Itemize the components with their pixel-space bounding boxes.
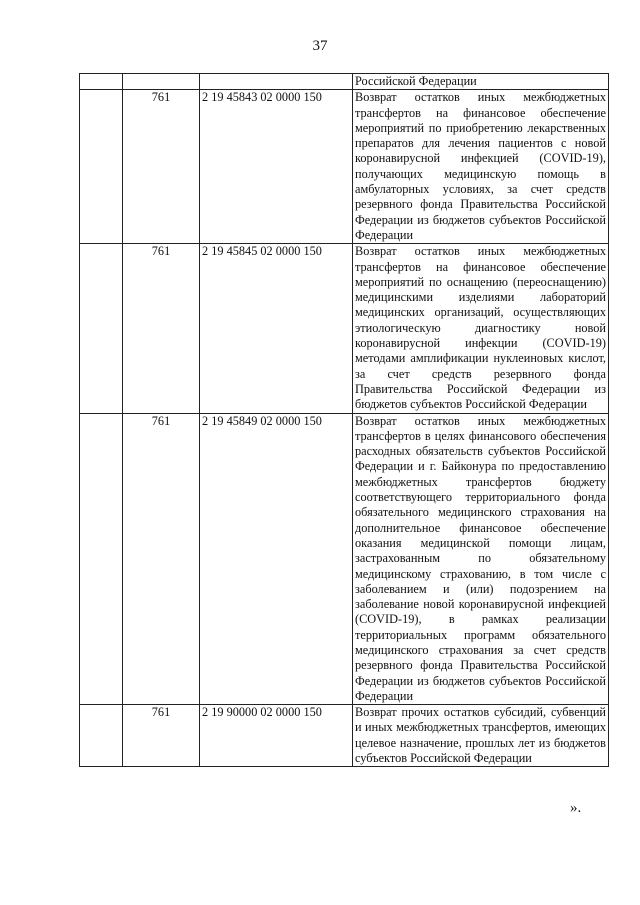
budget-code: 2 19 45843 02 0000 150 <box>200 90 353 244</box>
budget-code: 2 19 45845 02 0000 150 <box>200 244 353 413</box>
table-row <box>80 413 609 705</box>
admin-code: 761 <box>123 244 200 413</box>
row-description: Возврат остатков иных межбюджетных трансфертов на финансовое обеспечение мероприятий по оснащению (переоснащению) медицинскими изделиями лабораторий медицинских организаций, осуществляющих этиологическую диагностику новой коронавирусной инфекции (COVID-19) методами амплификации нуклеиновых кислот, за счет средств резервного фонда Правительства Российской Федерации из бюджетов субъектов Российской Федерации <box>353 244 609 413</box>
cell-empty <box>123 74 200 90</box>
table-row <box>80 90 609 244</box>
table-row <box>80 244 609 413</box>
row-description: Возврат остатков иных межбюджетных трансфертов на финансовое обеспечение мероприятий по приобретению лекарственных препаратов для лечения пациентов с новой коронавирусной инфекцией (COVID-19), получающих медицинскую помощь в амбулаторных условиях, за счет средств резервного фонда Правительства Российской Федерации из бюджетов субъектов Российской Федерации <box>353 90 609 244</box>
row-description: Возврат остатков иных межбюджетных трансфертов в целях финансового обеспечения расходных обязательств субъектов Российской Федерации и г. Байконура по предоставлению межбюджетных трансфертов бюджету соответствующего территориального фонда обязательного медицинского страхования на дополнительное финансовое обеспечение оказания медицинской помощи лицам, застрахованным по обязательному медицинскому страхованию, в том числе с заболеванием и (или) подозрением на заболевание новой коронавирусной инфекцией (COVID-19), в рамках реализации территориальных программ обязательного медицинского страхования за счет средств резервного фонда Правительства Российской Федерации из бюджетов субъектов Российской Федерации <box>353 413 609 705</box>
budget-code: 2 19 90000 02 0000 150 <box>200 705 353 767</box>
cell-empty <box>80 74 123 90</box>
cell-empty <box>80 90 123 244</box>
admin-code: 761 <box>123 705 200 767</box>
cell-empty <box>200 74 353 90</box>
budget-codes-table <box>79 73 609 767</box>
table-row-continuation <box>80 74 609 90</box>
admin-code: 761 <box>123 413 200 705</box>
page-number: 37 <box>312 38 328 54</box>
row-description: Возврат прочих остатков субсидий, субвенций и иных межбюджетных трансфертов, имеющих целевое назначение, прошлых лет из бюджетов субъектов Российской Федерации <box>353 705 609 767</box>
cell-empty <box>80 244 123 413</box>
admin-code: 761 <box>123 90 200 244</box>
budget-code: 2 19 45849 02 0000 150 <box>200 413 353 705</box>
cell-empty <box>80 705 123 767</box>
cell-empty <box>80 413 123 705</box>
table-row <box>80 705 609 767</box>
closing-quote-mark: ». <box>570 800 582 816</box>
continuation-text: Российской Федерации <box>353 74 609 90</box>
